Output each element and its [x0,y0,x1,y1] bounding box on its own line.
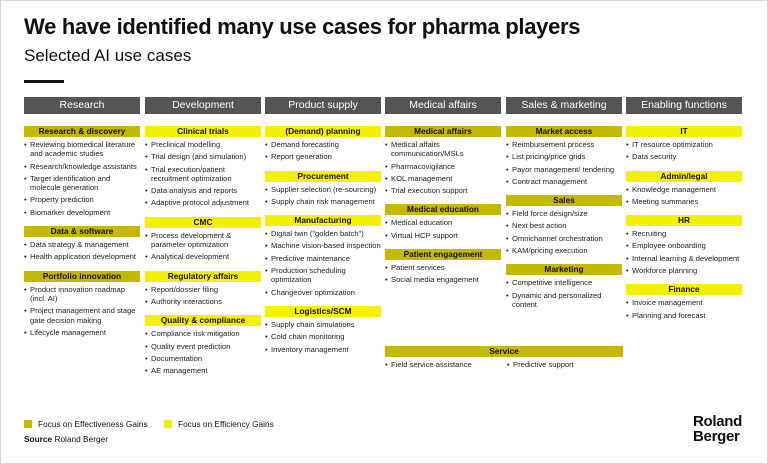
section-regulatory-affairs [145,271,261,307]
use-case-item: • Health application development [24,252,140,261]
column-header: Enabling functions [626,97,742,114]
section-header: Manufacturing [265,215,381,226]
use-case-item: • Target identification and molecule generation [24,174,140,193]
use-case-item: • Medical affairs communication/MSLs [385,140,501,159]
section-header: IT [626,126,742,137]
source-label: Source [24,434,53,444]
service-section [385,346,623,372]
page-title: We have identified many use cases for pharma players [24,14,581,39]
use-case-item: • Planning and forecast [626,311,742,320]
use-case-list [506,209,622,255]
section-header: Quality & compliance [145,315,261,326]
column-header: Medical affairs [385,97,501,114]
legend-label: Focus on Efficiency Gains [178,419,274,429]
legend-label: Focus on Effectiveness Gains [38,419,148,429]
section-data-software [24,226,140,262]
use-case-list [24,140,140,217]
section-admin-legal [626,171,742,207]
section-header: Admin/legal [626,171,742,182]
use-case-list [385,263,501,285]
use-case-list [385,140,501,195]
use-case-item: • Supplier selection (re-sourcing) [265,185,381,194]
section-header: Clinical trials [145,126,261,137]
use-case-item: • AE management [145,366,261,375]
section-header: Regulatory affairs [145,271,261,282]
use-case-item: • Report generation [265,152,381,161]
roland-berger-logo [693,414,742,444]
legend-swatch-effectiveness [24,420,32,428]
section-medical-affairs [385,126,501,195]
use-case-item: • Inventory management [265,345,381,354]
section-header: Medical affairs [385,126,501,137]
section-manufacturing [265,215,381,297]
section-header: Marketing [506,264,622,275]
use-case-item: • Machine vision-based inspection [265,241,381,250]
use-case-item: • Supply chain risk management [265,197,381,206]
service-items-right [507,360,623,372]
section-header: Data & software [24,226,140,237]
use-case-item: • Property prediction [24,195,140,204]
use-case-list [265,320,381,354]
use-case-item: • Documentation [145,354,261,363]
section-header: Finance [626,284,742,295]
use-case-item: • Workforce planning [626,266,742,275]
use-case-list [24,285,140,337]
use-case-list [626,229,742,275]
section-portfolio-innovation [24,271,140,337]
section-quality-compliance [145,315,261,375]
section-procurement [265,171,381,207]
use-case-item: • Trial design (and simulation) [145,152,261,161]
use-case-list [506,140,622,186]
section-header: Sales [506,195,622,206]
legend-swatch-efficiency [164,420,172,428]
use-case-item: • Research/knowledge assistants [24,162,140,171]
use-case-item: • Employee onboarding [626,241,742,250]
use-case-item: • Medical education [385,218,501,227]
use-case-item: • Trial execution support [385,186,501,195]
section-header: Market access [506,126,622,137]
use-case-item: • Compliance risk mitigation [145,329,261,338]
page-subtitle: Selected AI use cases [24,46,192,65]
use-case-item: • Preclinical modelling [145,140,261,149]
section-clinical-trials [145,126,261,208]
use-case-list [265,185,381,207]
use-case-list [145,140,261,208]
use-case-item: • KAM/pricing execution [506,246,622,255]
section-sales [506,195,622,255]
use-case-item: • Virtual HCP support [385,231,501,240]
use-case-item: • Process development & parameter optimization [145,231,261,250]
use-case-item: • Payor management/ tendering [506,165,622,174]
use-case-item: • Meeting summaries [626,197,742,206]
use-case-item: • Recruiting [626,229,742,238]
use-case-item: • Digital twin ("golden batch") [265,229,381,238]
use-case-item: • Invoice management [626,298,742,307]
source-text: Roland Berger [54,434,108,444]
column-development [145,97,261,378]
section-marketing [506,264,622,309]
use-case-item: • Social media engagement [385,275,501,284]
use-case-item: • Predictive maintenance [265,254,381,263]
use-case-item: • IT resource optimization [626,140,742,149]
section-header: Logistics/SCM [265,306,381,317]
use-case-item: • Pharmacovigilance [385,162,501,171]
column-header: Development [145,97,261,114]
use-case-item: • KOL management [385,174,501,183]
use-case-item: • List pricing/price grids [506,152,622,161]
section-finance [626,284,742,320]
column-header: Product supply [265,97,381,114]
section-header: (Demand) planning [265,126,381,137]
use-case-item: • Lifecycle management [24,328,140,337]
column-enabling-functions [626,97,742,323]
legend-efficiency [164,419,274,429]
use-case-list [506,278,622,309]
use-case-item: • Data analysis and reports [145,186,261,195]
use-case-list [265,229,381,297]
use-case-item: • Omnichannel orchestration [506,234,622,243]
use-case-item: • Production scheduling optimization [265,266,381,285]
section-header: CMC [145,217,261,228]
use-case-item: • Knowledge management [626,185,742,194]
use-case-item: • Reimbursement process [506,140,622,149]
column-header: Sales & marketing [506,97,622,114]
use-case-list [626,298,742,320]
use-case-list [626,140,742,162]
use-case-item: • Reviewing biomedical literature and academic studies [24,140,140,159]
logo-line: Berger [693,428,740,445]
use-case-item: • Internal learning & development [626,254,742,263]
service-items-left [385,360,501,372]
section-header: HR [626,215,742,226]
section-header: Research & discovery [24,126,140,137]
use-case-item: • Field force design/size [506,209,622,218]
section-cmc [145,217,261,262]
use-case-item: • Product innovation roadmap (incl. AI) [24,285,140,304]
use-case-list [385,218,501,240]
use-case-item: • Project management and stage gate decision making [24,306,140,325]
use-case-item: • Data strategy & management [24,240,140,249]
section-medical-education [385,204,501,240]
use-case-item: • Patient services [385,263,501,272]
column-medical-affairs [385,97,501,288]
use-case-item: • Trial execution/patient recruitment optimization [145,165,261,184]
use-case-item: • Field service assistance [385,360,501,369]
section-market-access [506,126,622,186]
use-case-item: • Analytical development [145,252,261,261]
use-case-list [24,240,140,262]
column-header: Research [24,97,140,114]
use-case-item: • Predictive support [507,360,623,369]
use-case-item: • Quality event prediction [145,342,261,351]
use-case-item: • Report/dossier filing [145,285,261,294]
section-patient-engagement [385,249,501,285]
section-demand-planning [265,126,381,162]
use-case-item: • Data security [626,152,742,161]
use-case-item: • Supply chain simulations [265,320,381,329]
use-case-item: • Adaptive protocol adjustment [145,198,261,207]
service-header: Service [385,346,623,357]
use-case-item: • Changeover optimization [265,288,381,297]
section-header: Medical education [385,204,501,215]
section-header: Portfolio innovation [24,271,140,282]
column-product-supply [265,97,381,357]
legend-effectiveness [24,419,148,429]
use-case-list [145,285,261,307]
column-research [24,97,140,340]
section-research-discovery [24,126,140,217]
section-hr [626,215,742,275]
column-sales-marketing [506,97,622,312]
use-case-item: • Authority interactions [145,297,261,306]
use-case-item: • Demand forecasting [265,140,381,149]
use-case-item: • Biomarker development [24,208,140,217]
use-case-item: • Contract management [506,177,622,186]
source-note [24,434,108,444]
section-logistics-scm [265,306,381,354]
logo-line: Roland [693,413,743,430]
use-case-list [265,140,381,162]
use-case-item: • Cold chain monitoring [265,332,381,341]
use-case-list [626,185,742,207]
use-case-list [145,231,261,262]
use-case-item: • Next best action [506,221,622,230]
use-case-item: • Dynamic and personalized content [506,291,622,310]
section-header: Procurement [265,171,381,182]
section-header: Patient engagement [385,249,501,260]
section-it [626,126,742,162]
use-case-list [145,329,261,375]
use-case-item: • Competitive intelligence [506,278,622,287]
title-rule [24,80,64,83]
